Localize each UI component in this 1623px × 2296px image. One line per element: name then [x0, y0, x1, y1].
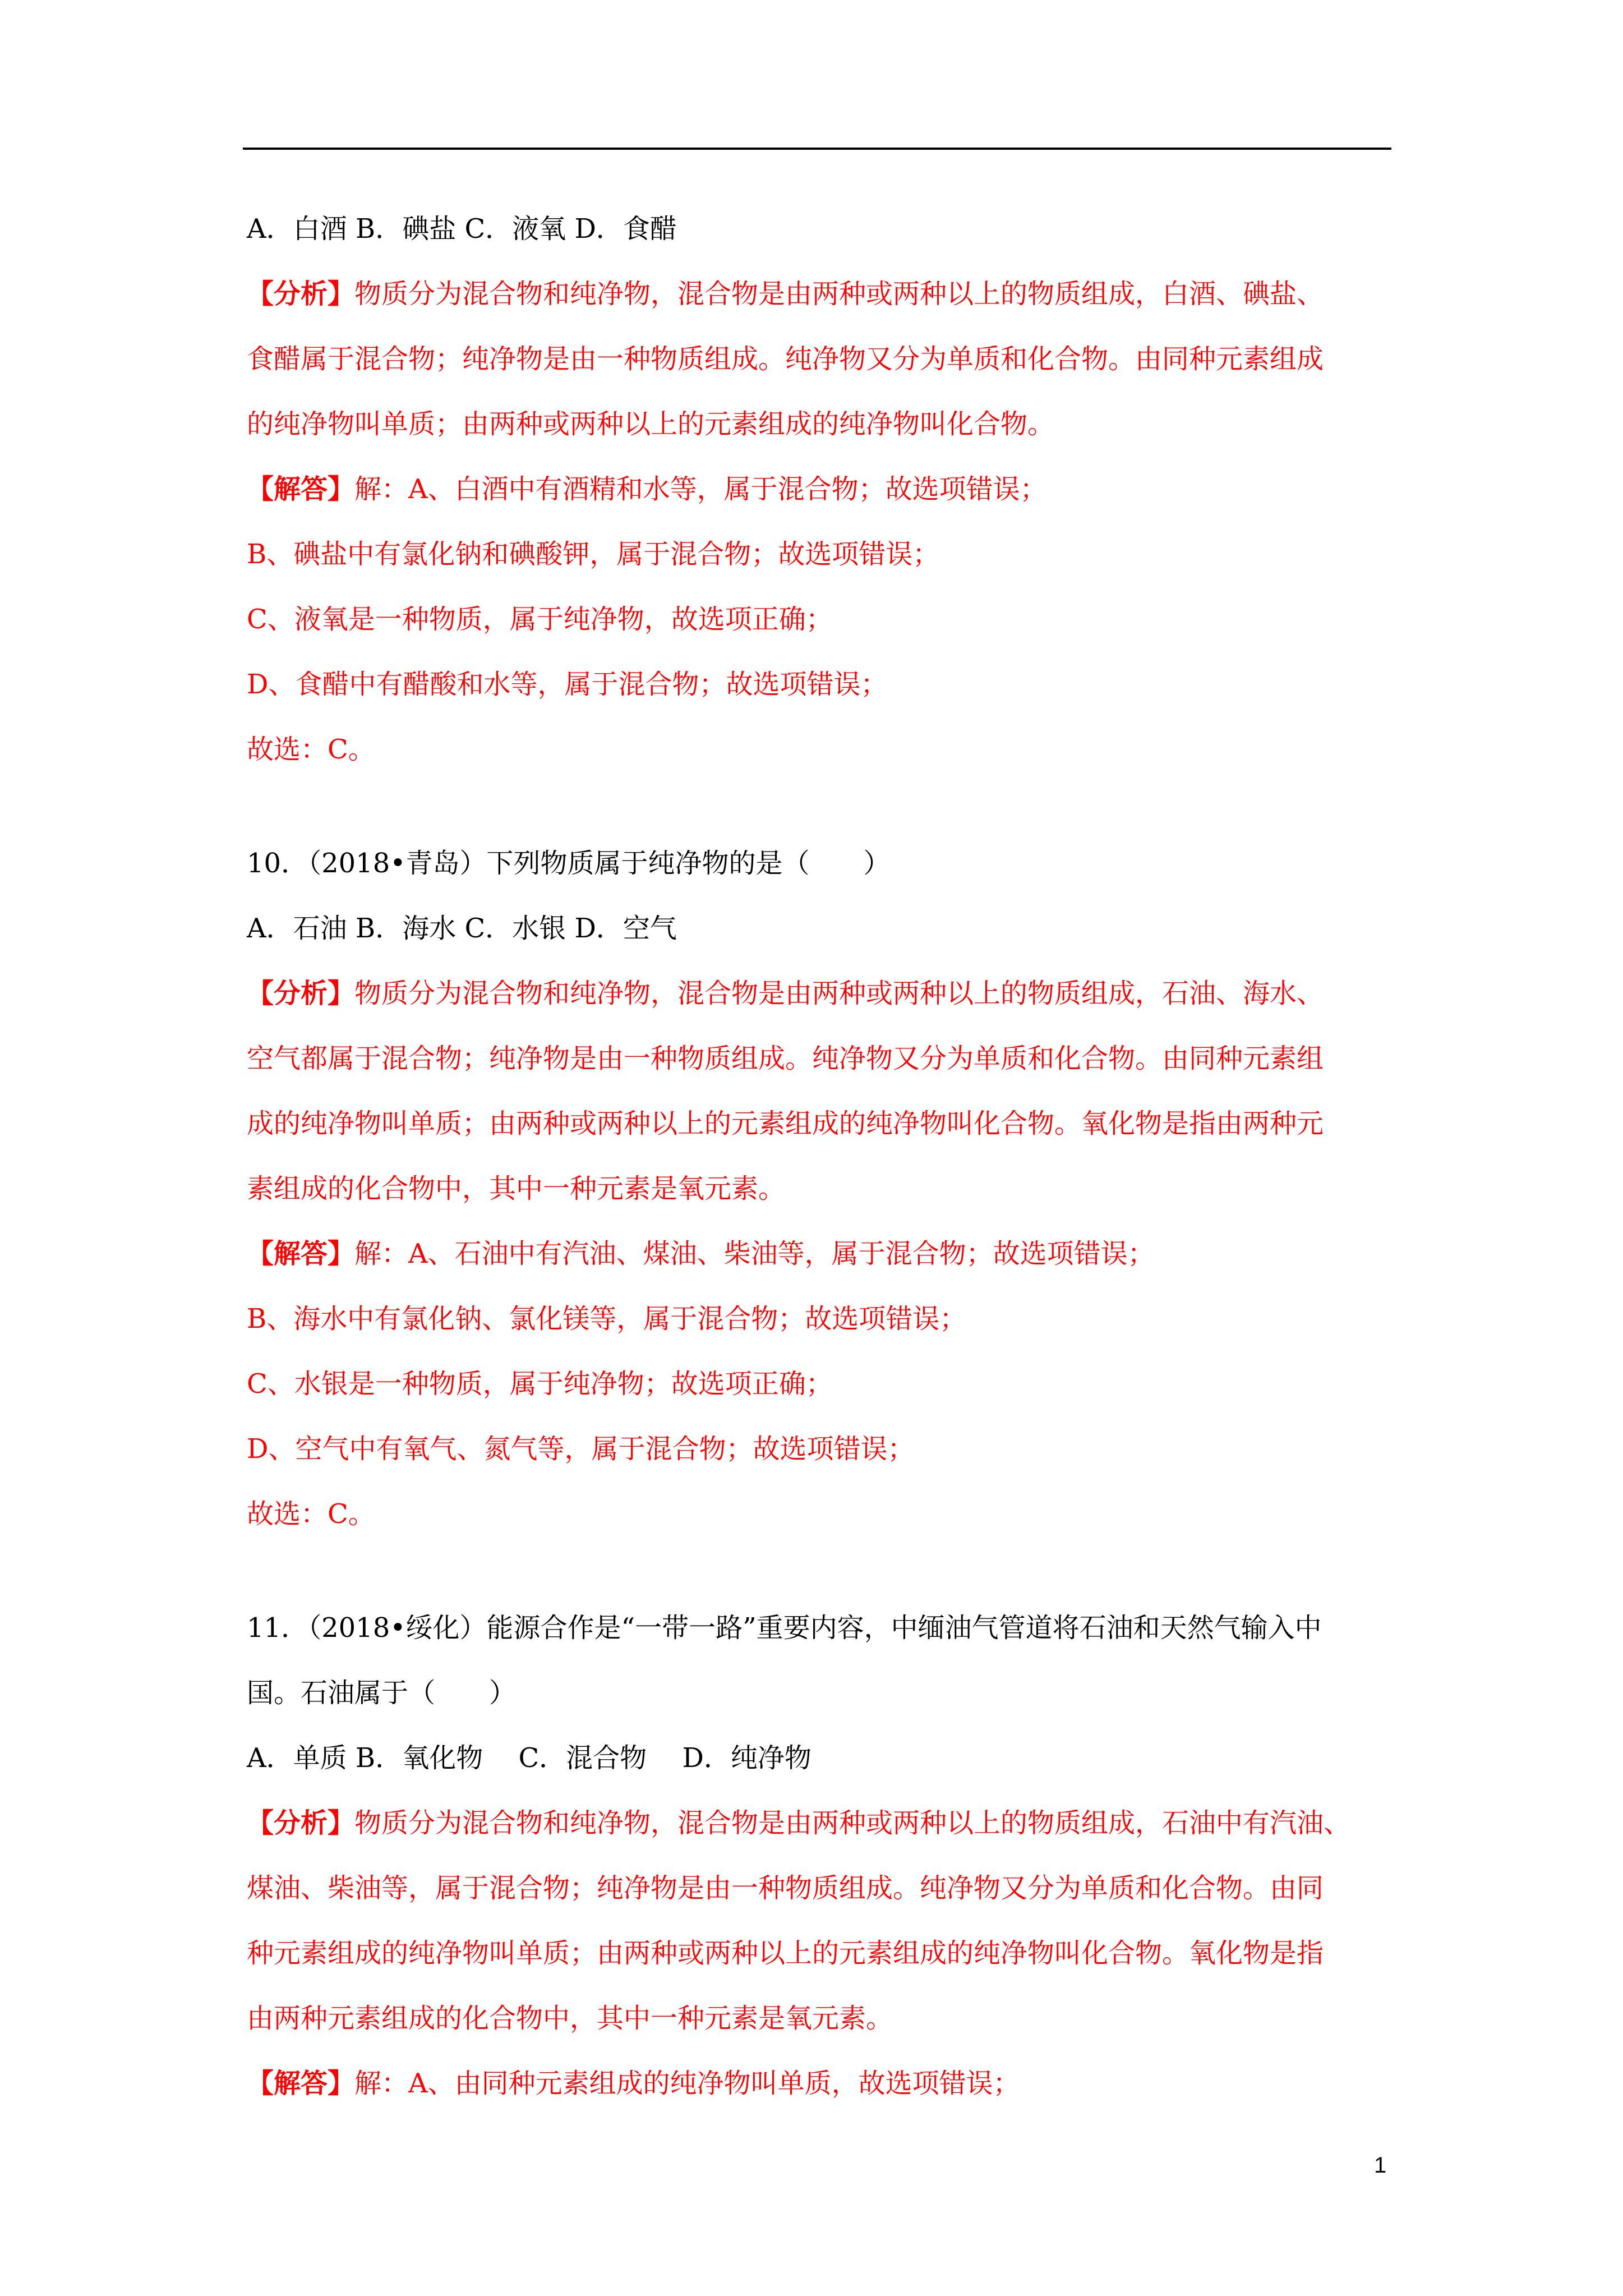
q10-analysis-line: 素组成的化合物中，其中一种元素是氧元素。	[247, 1173, 786, 1204]
question-gap	[247, 782, 1391, 831]
analysis-text: 物质分为混合物和纯净物，混合物是由两种或两种以上的物质组成，石油、海水、	[354, 978, 1324, 1009]
q11-analysis-line: 由两种元素组成的化合物中，其中一种元素是氧元素。	[247, 2003, 893, 2034]
page-number: 1	[1374, 2153, 1387, 2178]
q10-answer-line: D、空气中有氧气、氮气等，属于混合物；故选项错误；	[247, 1433, 915, 1465]
q9-analysis-line: 食醋属于混合物；纯净物是由一种物质组成。纯净物又分为单质和化合物。由同种元素组成	[247, 343, 1324, 375]
analysis-tag: 【分析】	[247, 278, 355, 310]
page-content	[247, 196, 1391, 2116]
q9-answer-line: B、碘盐中有氯化钠和碘酸钾，属于混合物；故选项错误；	[247, 539, 940, 570]
q11-analysis-line: 煤油、柴油等，属于混合物；纯净物是由一种物质组成。纯净物又分为单质和化合物。由同	[247, 1872, 1324, 1904]
q10-answer-line	[247, 1221, 1391, 1286]
q10-options: A．石油 B．海水 C．水银 D．空气	[247, 913, 677, 944]
q9-final-answer: 故选：C。	[247, 734, 375, 765]
q10-answer-line: B、海水中有氯化钠、氯化镁等，属于混合物；故选项错误；	[247, 1303, 967, 1335]
analysis-text: 物质分为混合物和纯净物，混合物是由两种或两种以上的物质组成，石油中有汽油、	[354, 1807, 1351, 1839]
answer-tag: 【解答】	[247, 2068, 355, 2099]
answer-tag: 【解答】	[247, 473, 355, 505]
q11-question: 国。石油属于（ ）	[247, 1677, 517, 1709]
q10-answer-line: C、水银是一种物质，属于纯净物；故选项正确；	[247, 1368, 833, 1400]
analysis-text: 物质分为混合物和纯净物，混合物是由两种或两种以上的物质组成，白酒、碘盐、	[354, 278, 1324, 310]
answer-tag: 【解答】	[247, 1238, 355, 1269]
header-rule	[243, 148, 1391, 150]
analysis-tag: 【分析】	[247, 978, 355, 1009]
q10-final-answer: 故选：C。	[247, 1498, 375, 1530]
answer-text: 解：A、白酒中有酒精和水等，属于混合物；故选项错误；	[354, 473, 1047, 505]
question-gap	[247, 1547, 1391, 1595]
answer-text: 解：A、由同种元素组成的纯净物叫单质，故选项错误；	[354, 2068, 1020, 2099]
q9-answer-line	[247, 457, 1391, 522]
q9-answer-line: C、液氧是一种物质，属于纯净物，故选项正确；	[247, 604, 833, 635]
q10-question: 10．（2018•青岛）下列物质属于纯净物的是（ ）	[247, 848, 891, 879]
q11-analysis-line	[247, 1791, 1391, 1856]
q11-analysis-line: 种元素组成的纯净物叫单质；由两种或两种以上的元素组成的纯净物叫化合物。氧化物是指	[247, 1938, 1324, 1969]
q11-answer-line	[247, 2051, 1391, 2116]
q10-analysis-line: 空气都属于混合物；纯净物是由一种物质组成。纯净物又分为单质和化合物。由同种元素组	[247, 1043, 1324, 1074]
q9-answer-line: D、食醋中有醋酸和水等，属于混合物；故选项错误；	[247, 669, 888, 700]
q10-analysis-line	[247, 961, 1391, 1026]
q11-options: A．单质 B．氧化物 C．混合物 D．纯净物	[247, 1742, 811, 1774]
q9-analysis-line: 的纯净物叫单质；由两种或两种以上的元素组成的纯净物叫化合物。	[247, 408, 1055, 440]
q11-question: 11．（2018•绥化）能源合作是“一带一路”重要内容，中缅油气管道将石油和天然气输入中	[247, 1612, 1322, 1644]
q9-options: A．白酒 B．碘盐 C．液氧 D．食醋	[247, 213, 677, 245]
q9-analysis-line	[247, 261, 1391, 326]
answer-text: 解：A、石油中有汽油、煤油、柴油等，属于混合物；故选项错误；	[354, 1238, 1155, 1269]
analysis-tag: 【分析】	[247, 1807, 355, 1839]
q10-analysis-line: 成的纯净物叫单质；由两种或两种以上的元素组成的纯净物叫化合物。氧化物是指由两种元	[247, 1108, 1324, 1139]
